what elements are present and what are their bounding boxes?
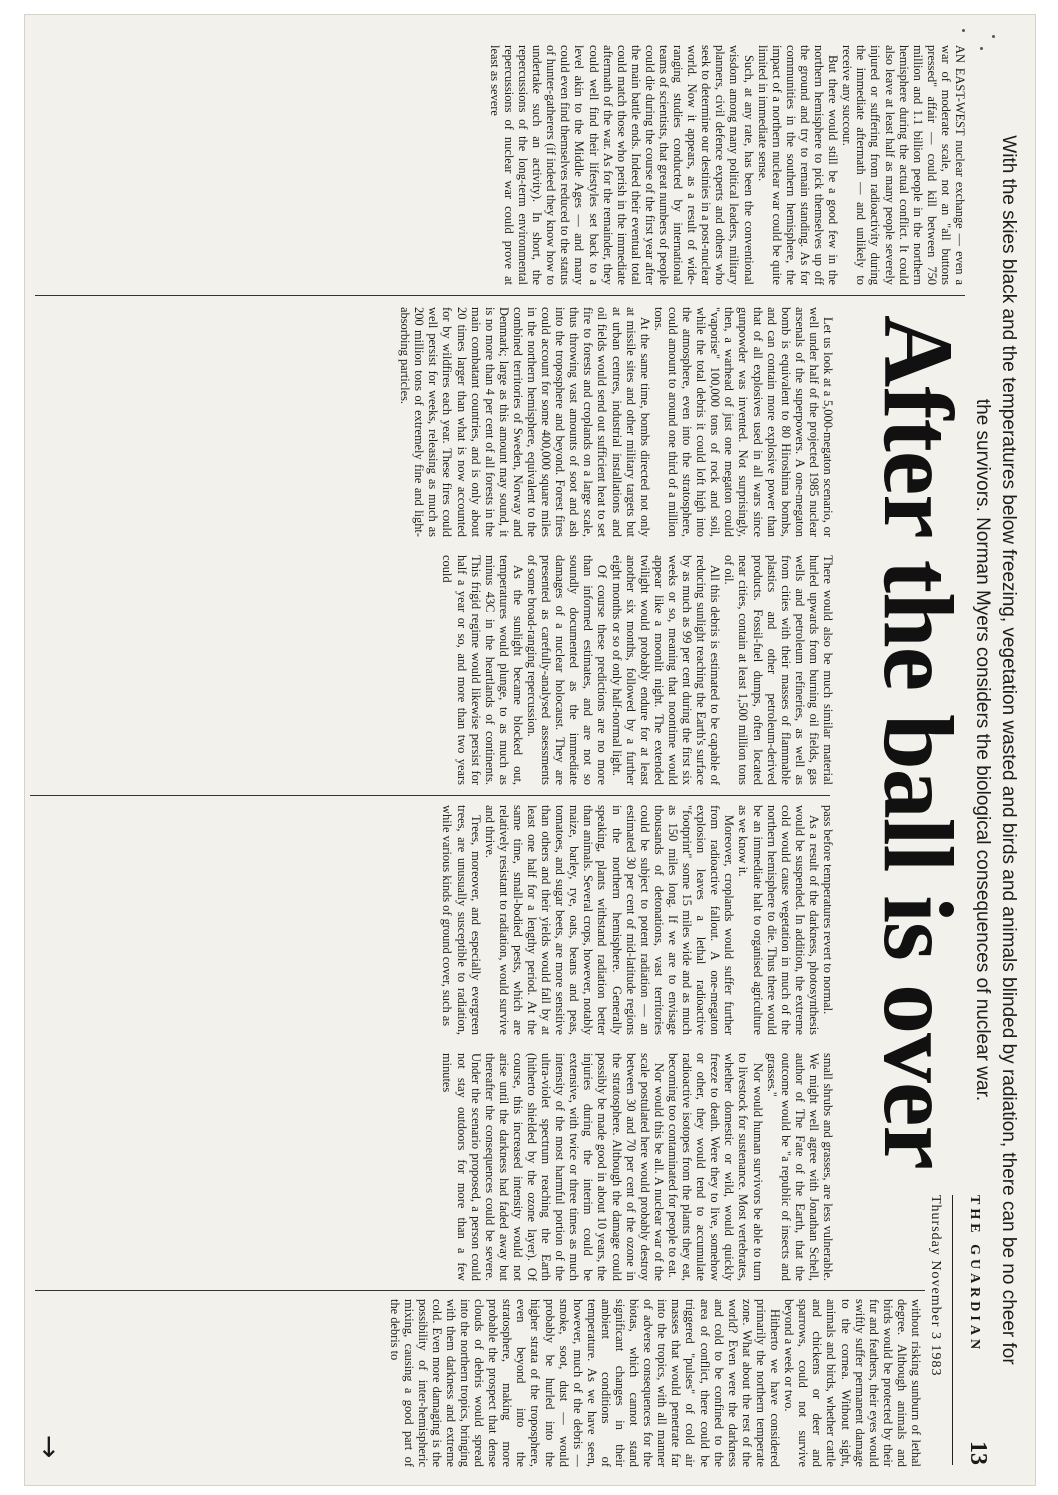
rotated-article	[25, 15, 1035, 1485]
column-1-paragraph-3: Such, at any rate, has been the conventional wisdom among many political leaders, military planners, civil defence experts and others who seek to determine our destinies in a post-nuclear world. Now it appears, as a result of wide-ranging studies conducted by international teams of scientists, that great numbers of people could die during the course of the first year after the main battle ends. Indeed their eventual total could match those who perish in the immediate aftermath of the war. As for the remainder, they could well find their lifestyles set back to a level akin to the Middle Ages — and many could even find themselves reduced to the status of hunter-gatherers (if indeed they know how to undertake such an activity). In short, the repercussions of the long-term environmental repercussions of nuclear war could prove at least as severe	[487, 45, 756, 285]
column-4-paragraph-4: Trees, moreover, and especially evergreen trees, are unusually susceptible to radiation, while various kinds of ground cover, such as	[440, 805, 483, 1035]
column-rule-3	[35, 1290, 925, 1291]
column-6-paragraph-2: Hitherto we have considered primarily the northern temperate zone. What about the rest of the world? Even were the darkness and cold to be confined to the area of conflict, there could be triggered "pulses" of cold air masses that would penetrate far into the tropics, with all manner of adverse consequences for the biotas, which cannot stand significant changes in their ambient conditions of temperature. As we have seen, however, much of the debris — smoke, soot, dust — would probably be hurled into the higher strata of the troposphere, even beyond into the stratosphere, making more probable the prospect that dense clouds of debris would spread into the northern tropics, bringing with them darkness and extreme cold. Even more damaging is the possibility of inter-hemispheric mixing, causing a good part of the debris to	[387, 1299, 783, 1467]
column-2-paragraph-1: Let us look at a 5,000-megaton scenario, or well under half of the projected 1985 nuclear arsenals of the superpowers. A one-megaton bomb is equivalent to 80 Hiroshima bombs, and can contain more explosive power than that of all explosives used in all wars since gunpowder was invented. Not surprisingly, then, a warhead of just one megaton could "vaporise" 100,000 tons of rock and soil, while the total debris it could loft high into the atmosphere, even into the stratosphere, could amount to around one third of a million tons.	[651, 307, 835, 537]
continuation-arrow-icon: →	[33, 1435, 66, 1459]
article-column-1	[27, 45, 967, 285]
page-number: 13	[965, 1441, 991, 1465]
paper-speck	[992, 35, 995, 38]
article-column-3	[27, 555, 835, 785]
masthead-row	[964, 1195, 991, 1465]
column-3-paragraph-3: Of course these predictions are no more than informed estimates, and are not so soundly documented as the immediate damages of a nuclear holocaust. They are presented as carefully-analysed assessments of some broad-ranging repercussion.	[525, 555, 610, 785]
column-3-paragraph-2: All this debris is estimated to be capable of reducing sunlight reaching the Earth's surface by as much as 99 per cent during the first six weeks or so, meaning that noontime would appear like a moonlit night. The extended twilight would probably endure for at least another six months, followed by a further eight months or so of only half-normal light.	[609, 555, 723, 785]
column-rule-1	[35, 295, 965, 296]
article-column-2	[27, 307, 835, 537]
column-4-paragraph-1: pass before temperatures revert to normal.	[821, 805, 835, 1015]
masthead-rule	[952, 1195, 953, 1465]
column-2-paragraph-2: At the same time, bombs directed not only at missile sites and other military targets but at urban centres, industrial installations and oil fields would send out sufficient heat to set fire to forests and croplands on a large scale, thus throwing vast amounts of soot and ash into the troposphere and beyond. Forest fires could account for some 400,000 square miles in the northern hemisphere, equivalent to the combined territories of Sweden, Norway and Denmark; large as this amount may sound, it is no more than 4 per cent of all forests in the main combatant countries, and is only about 20 times larger than what is now accounted for by wildfires each year. These fires could well persist for weeks, releasing as much as 200 million tons of extremely fine and light-absorbing particles.	[398, 307, 652, 537]
column-5-paragraph-3: Nor would this be all. A nuclear war of the scale postulated here would probably destroy between 30 and 70 per cent of the ozone in the stratosphere. Although the damage could possibly be made good in about 10 years, the injuries during the interim could be extensive, with twice or three times as much intensity of the most harmful portion of the ultra-violet spectrum reaching the Earth (hitherto shielded by the ozone layer). Of course, this increased intensity would not arise until the darkness had faded away but thereafter the consequences could be severe. Under the scenario proposed, a person could not stay outdoors for more than a few minutes	[440, 1053, 666, 1281]
column-3-paragraph-1: There would also be much similar material hurled upwards from burning oil fields, gas wells and petroleum refineries, as well as from cities with their masses of flammable plastics and other petroleum-derived products. Fossil-fuel dumps, often located near cities, contain at least 1,500 million tons of oil.	[722, 555, 835, 785]
column-5-paragraph-2: Nor would human survivors be able to turn to livestock for sustenance. Most vertebrates, whether domestic or wild, would quickly freeze to death. Were they to live, somehow or other, they would tend to accumulate radioactive isotopes from the plants they eat, becoming too contaminated for people to eat.	[665, 1053, 765, 1281]
column-5-paragraph-1: small shrubs and grasses, are less vulnerable. We might well agree with Jonathan Schell, author of The Fate of the Earth, that the outcome would be "a republic of insects and grasses."	[764, 1053, 835, 1281]
column-rule-2	[30, 795, 830, 796]
paper-speck	[980, 47, 983, 50]
column-1-paragraph-1: AN EAST-WEST nuclear exchange — even a war of moderate scale, not an "all buttons pressed" affair — could kill between 750 million and 1.1 billion people in the northern hemisphere during the actual conflict. It could also leave at least half as many people severely injured or suffering from radioactivity during the immediate aftermath — and unlikely to receive any succour.	[840, 45, 967, 285]
article-column-5	[27, 1053, 835, 1281]
newspaper-clipping	[24, 14, 1036, 1486]
masthead: THE GUARDIAN	[967, 1195, 982, 1354]
column-3-paragraph-4: As the sunlight became blocked out, temperatures would plunge, to as much as minus 43C in the heartlands of continents. This frigid regime would likewise persist for half a year or so, and more than two years could	[440, 555, 525, 785]
column-1-paragraph-2: But there would still be a good few in the northern hemisphere to pick themselves up off the ground and try to remain standing. As for communities in the southern hemisphere, the impact of a northern nuclear war could be quite limited in immediate sense.	[755, 45, 841, 285]
standfirst: With the skies black and the temperatures below freezing, vegetation wasted and birds and animals blinded by radiation, there can be no cheer for the survivors. Norman Myers considers the biological consequences of nuclear war.	[972, 135, 1019, 1365]
column-6-paragraph-1: without risking sunburn of lethal degree. Although animals and birds would be protected by their fur and feathers, their eyes would swiftly suffer permanent damage to the cornea. Without sight, animals and birds, whether cattle and chickens or deer and sparrows, could not survive beyond a week or two.	[782, 1299, 923, 1467]
article-column-4	[27, 805, 835, 1035]
paper-speck	[962, 29, 965, 32]
article-column-6	[63, 1299, 923, 1467]
headline: After the ball is over	[863, 315, 974, 1169]
column-4-paragraph-2: As a result of the darkness, photosynthesis would be suspended. In addition, the extreme cold would cause vegetation in much of the northern hemisphere to die. Thus there would be an immediate halt to organised agriculture as we know it.	[736, 805, 821, 1035]
column-4-paragraph-3: Moreover, croplands would suffer further from radioactive fallout. A one-megaton explosion leaves a lethal radioactive "footprint" some 15 miles wide and as much as 150 miles long. If we are to envisage thousands of detonations, vast territories could be subject to potent radiation — an estimated 30 per cent of mid-latitude regions in the northern hemisphere. Generally speaking, plants withstand radiation better than animals. Several crops, however, notably maize, barley, rye, oats, beans and peas, tomatoes, and sugar beets, are more sensitive than others and their yields would fall by at least one half for a lengthy period. At the same time, small-bodied pests, which are relatively resistant to radiation, would survive and thrive.	[482, 805, 737, 1035]
dateline: Thursday November 3 1983	[928, 1195, 943, 1377]
